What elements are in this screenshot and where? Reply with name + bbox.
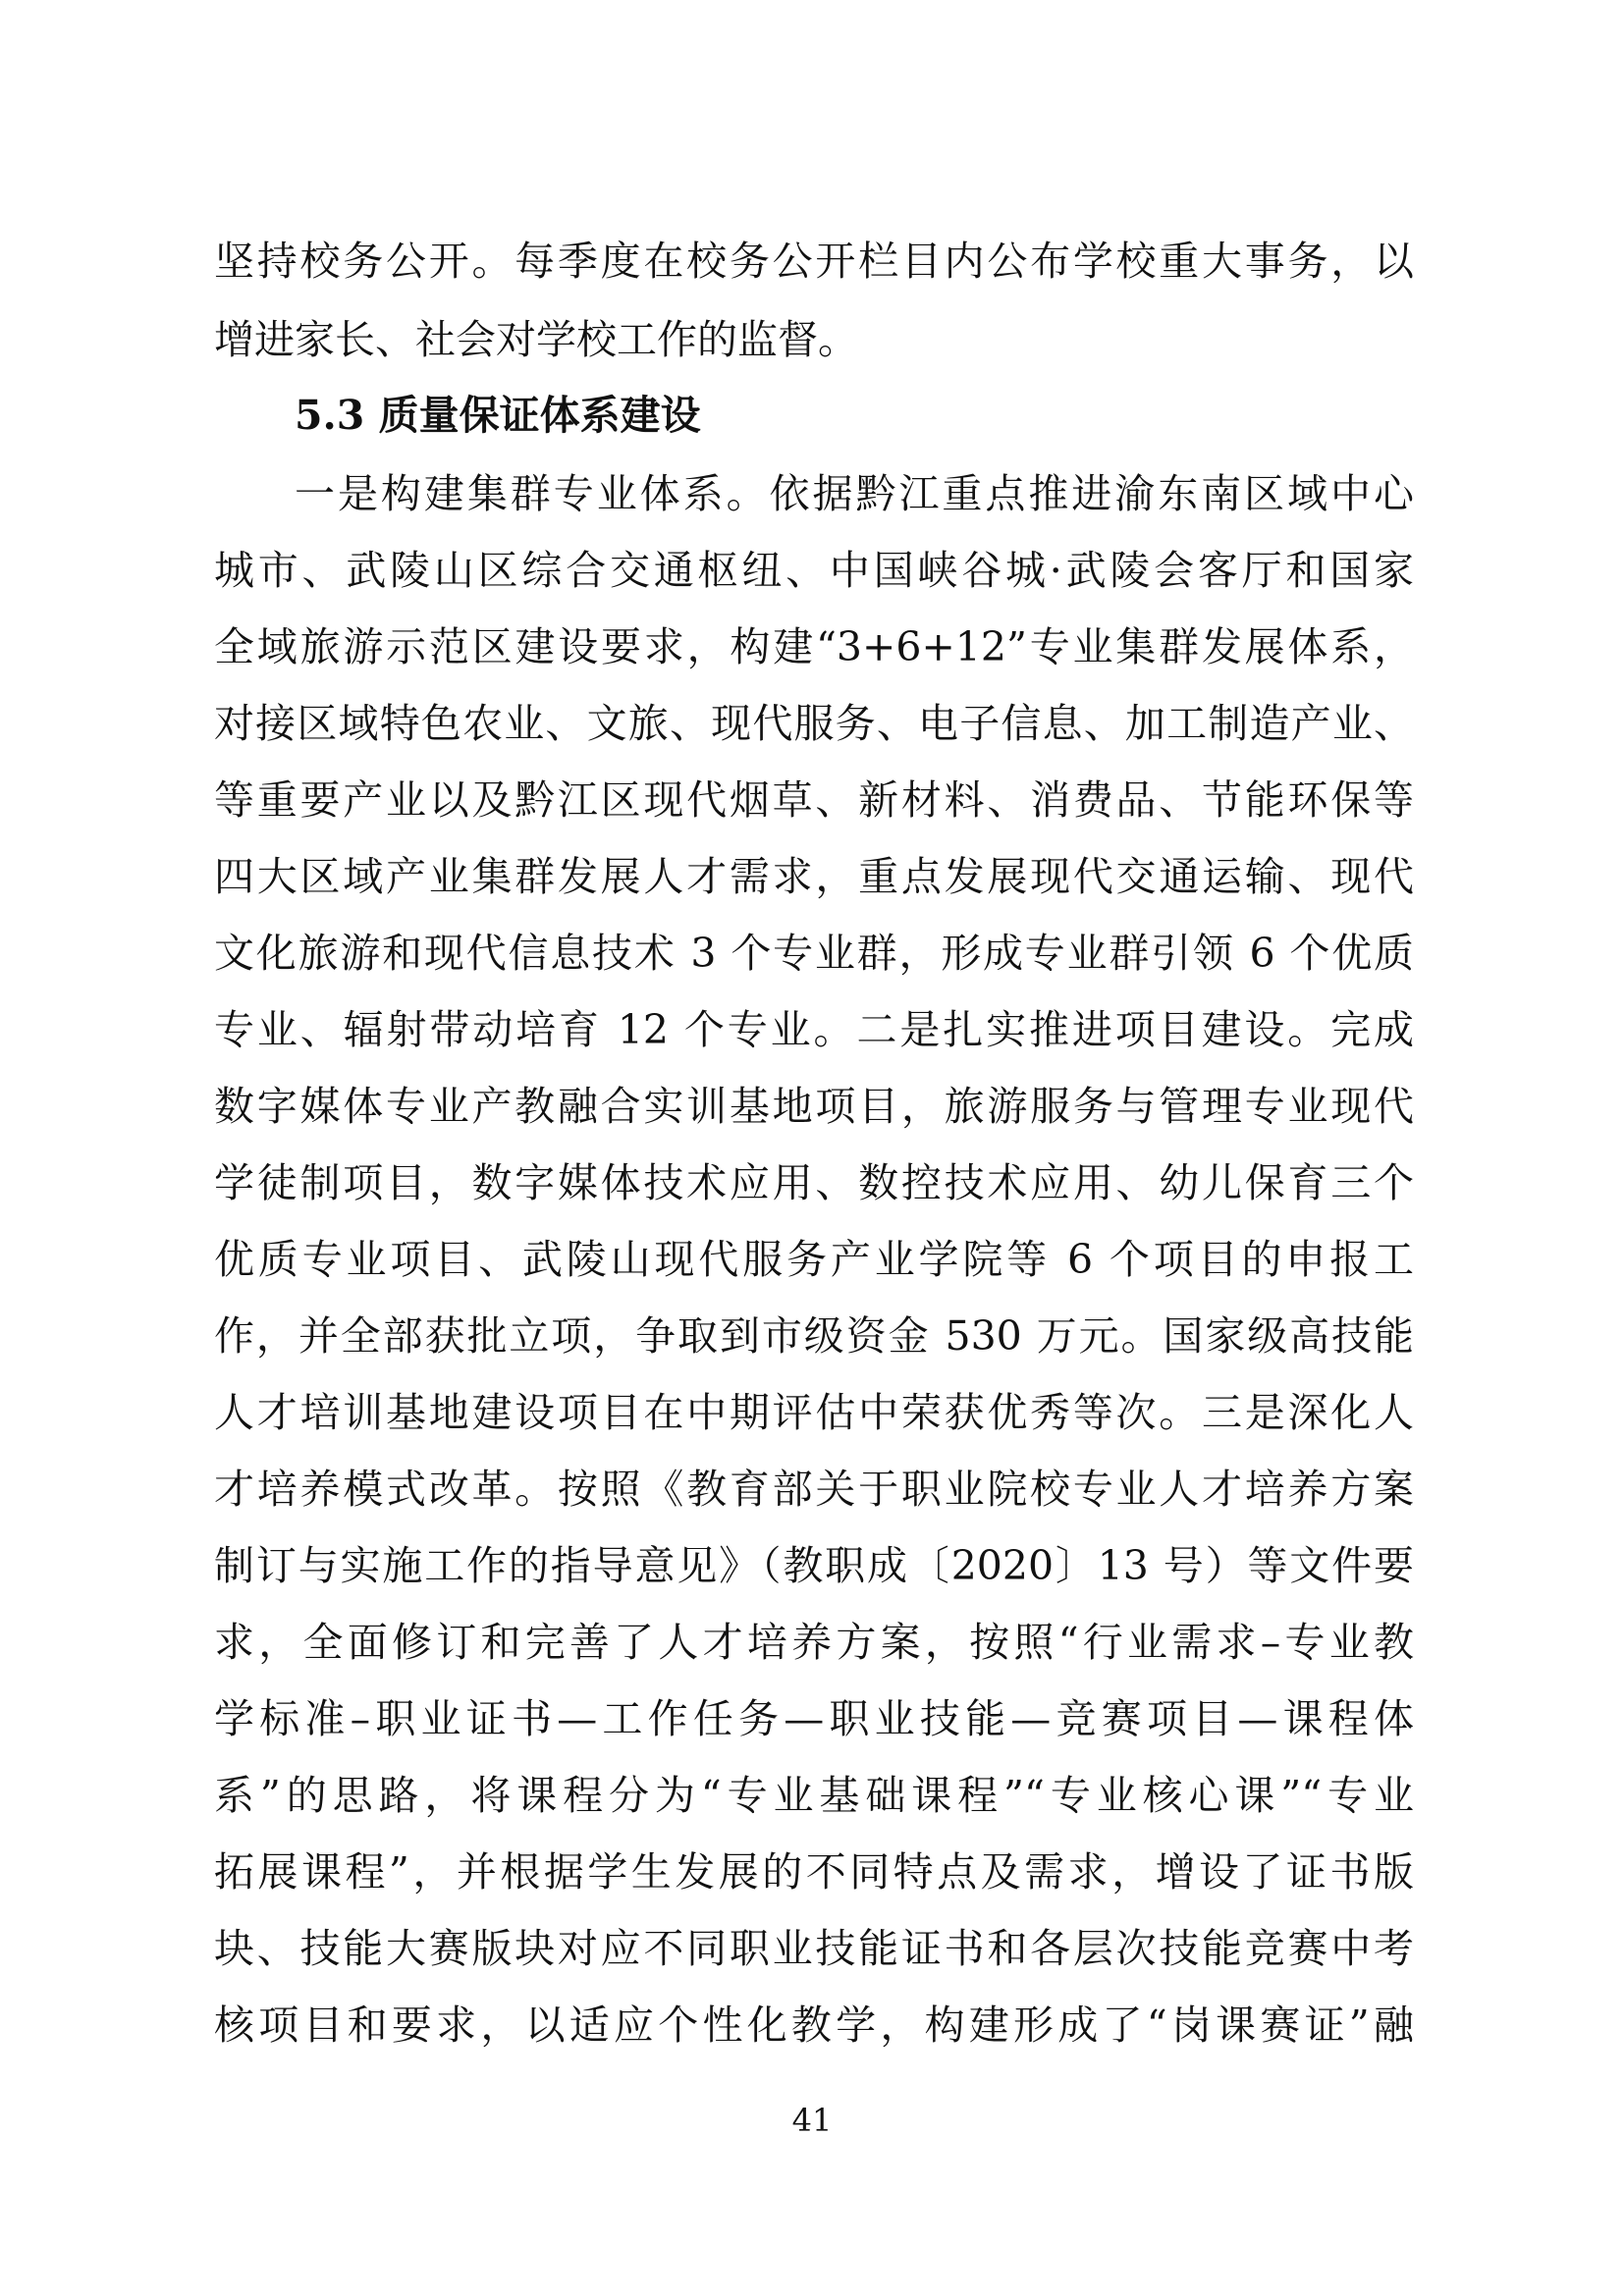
paragraph-line: 等重要产业以及黔江区现代烟草、新材料、消费品、节能环保等	[214, 776, 1414, 824]
paragraph-line: 增进家长、社会对学校工作的监督。	[214, 316, 858, 363]
paragraph-line: 作，并全部获批立项，争取到市级资金 530 万元。国家级高技能	[214, 1312, 1414, 1360]
paragraph-line: 全域旅游示范区建设要求，构建“3+6+12”专业集群发展体系，	[214, 623, 1414, 670]
paragraph-line: 对接区域特色农业、文旅、现代服务、电子信息、加工制造产业、	[214, 700, 1414, 747]
paragraph-line: 四大区域产业集群发展人才需求，重点发展现代交通运输、现代	[214, 853, 1414, 900]
paragraph-line: 优质专业项目、武陵山现代服务产业学院等 6 个项目的申报工	[214, 1236, 1414, 1283]
paragraph-line: 拓展课程”，并根据学生发展的不同特点及需求，增设了证书版	[214, 1848, 1414, 1896]
paragraph-line: 文化旅游和现代信息技术 3 个专业群，形成专业群引领 6 个优质	[214, 930, 1414, 977]
paragraph-line: 学标准–职业证书—工作任务—职业技能—竞赛项目—课程体	[214, 1695, 1414, 1742]
paragraph-line: 系”的思路，将课程分为“专业基础课程”“专业核心课”“专业	[214, 1772, 1414, 1819]
section-heading: 5.3 质量保证体系建设	[295, 392, 701, 439]
paragraph-line: 一是构建集群专业体系。依据黔江重点推进渝东南区域中心	[295, 470, 1414, 517]
paragraph-line: 才培养模式改革。按照《教育部关于职业院校专业人才培养方案	[214, 1466, 1414, 1513]
paragraph-line: 学徒制项目，数字媒体技术应用、数控技术应用、幼儿保育三个	[214, 1159, 1414, 1206]
paragraph-line: 求，全面修订和完善了人才培养方案，按照“行业需求–专业教	[214, 1619, 1414, 1666]
paragraph-line: 城市、武陵山区综合交通枢纽、中国峡谷城·武陵会客厅和国家	[214, 547, 1414, 594]
paragraph-line: 专业、辐射带动培育 12 个专业。二是扎实推进项目建设。完成	[214, 1006, 1414, 1053]
paragraph-line: 坚持校务公开。每季度在校务公开栏目内公布学校重大事务，以	[214, 238, 1414, 285]
paragraph-line: 制订与实施工作的指导意见》（教职成〔2020〕13 号）等文件要	[214, 1542, 1414, 1589]
paragraph-line: 核项目和要求，以适应个性化教学，构建形成了“岗课赛证”融	[214, 2002, 1414, 2049]
paragraph-line: 人才培训基地建设项目在中期评估中荣获优秀等次。三是深化人	[214, 1389, 1414, 1436]
page-number: 41	[791, 2102, 833, 2139]
paragraph-line: 块、技能大赛版块对应不同职业技能证书和各层次技能竞赛中考	[214, 1925, 1414, 1972]
paragraph-line: 数字媒体专业产教融合实训基地项目，旅游服务与管理专业现代	[214, 1083, 1414, 1130]
